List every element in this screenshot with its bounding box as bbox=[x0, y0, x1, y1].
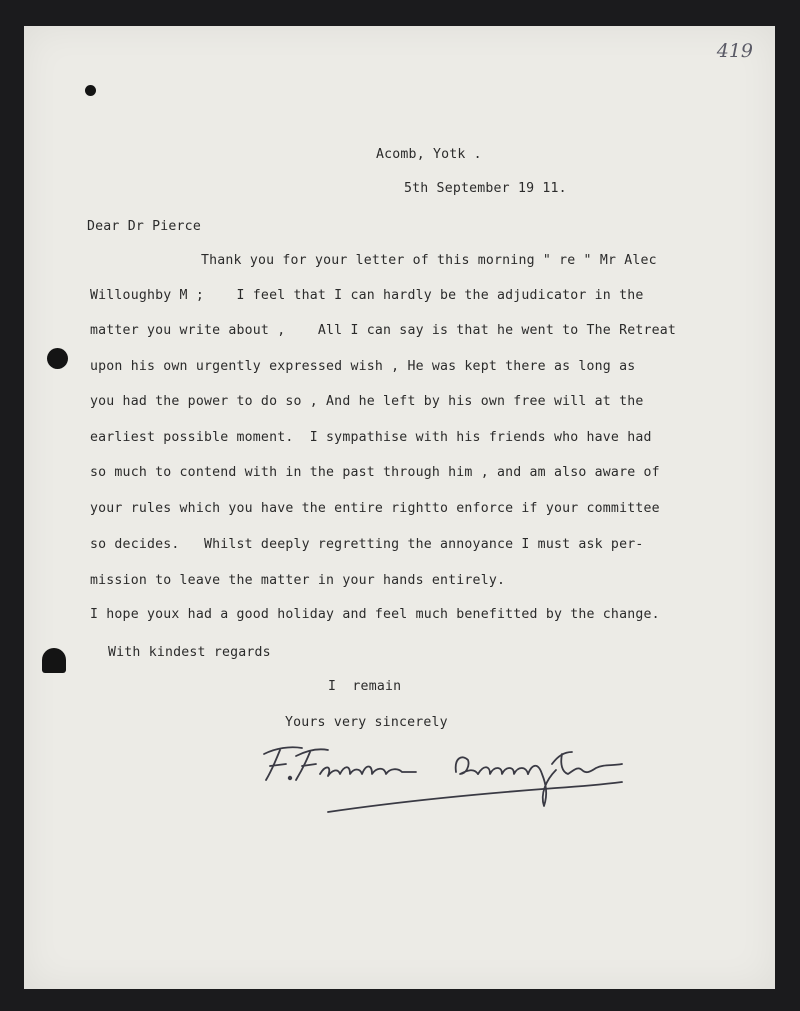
closing-line: Yours very sincerely bbox=[285, 715, 448, 730]
punch-hole bbox=[47, 348, 68, 369]
body-line: so much to contend with in the past through him , and am also aware of bbox=[90, 465, 660, 480]
body-line: so decides. Whilst deeply regretting the annoyance I must ask per- bbox=[90, 537, 644, 552]
letter-sheet bbox=[24, 26, 775, 989]
punch-hole bbox=[85, 85, 96, 96]
sender-address: Acomb, Yotk . bbox=[376, 147, 482, 162]
regards-line: With kindest regards bbox=[108, 645, 271, 660]
body-line: upon his own urgently expressed wish , He was kept there as long as bbox=[90, 359, 636, 374]
body-line: Thank you for your letter of this morning " re " Mr Alec bbox=[201, 253, 657, 268]
body-line: earliest possible moment. I sympathise with his friends who have had bbox=[90, 430, 652, 445]
folio-number: 419 bbox=[716, 40, 753, 62]
letter-date: 5th September 19 11. bbox=[404, 181, 567, 196]
body-line: mission to leave the matter in your hands entirely. bbox=[90, 573, 506, 588]
body-line: your rules which you have the entire rightto enforce if your committee bbox=[90, 501, 660, 516]
body-line: you had the power to do so , And he left by his own free will at the bbox=[90, 394, 644, 409]
salutation: Dear Dr Pierce bbox=[87, 219, 201, 234]
body-line: I hope youx had a good holiday and feel much benefitted by the change. bbox=[90, 607, 660, 622]
body-line: Willoughby M ; I feel that I can hardly be the adjudicator in the bbox=[90, 288, 644, 303]
body-line: matter you write about , All I can say is that he went to The Retreat bbox=[90, 323, 677, 338]
remain-line: I remain bbox=[328, 679, 402, 694]
punch-hole bbox=[42, 648, 66, 673]
handwritten-signature bbox=[256, 734, 628, 818]
